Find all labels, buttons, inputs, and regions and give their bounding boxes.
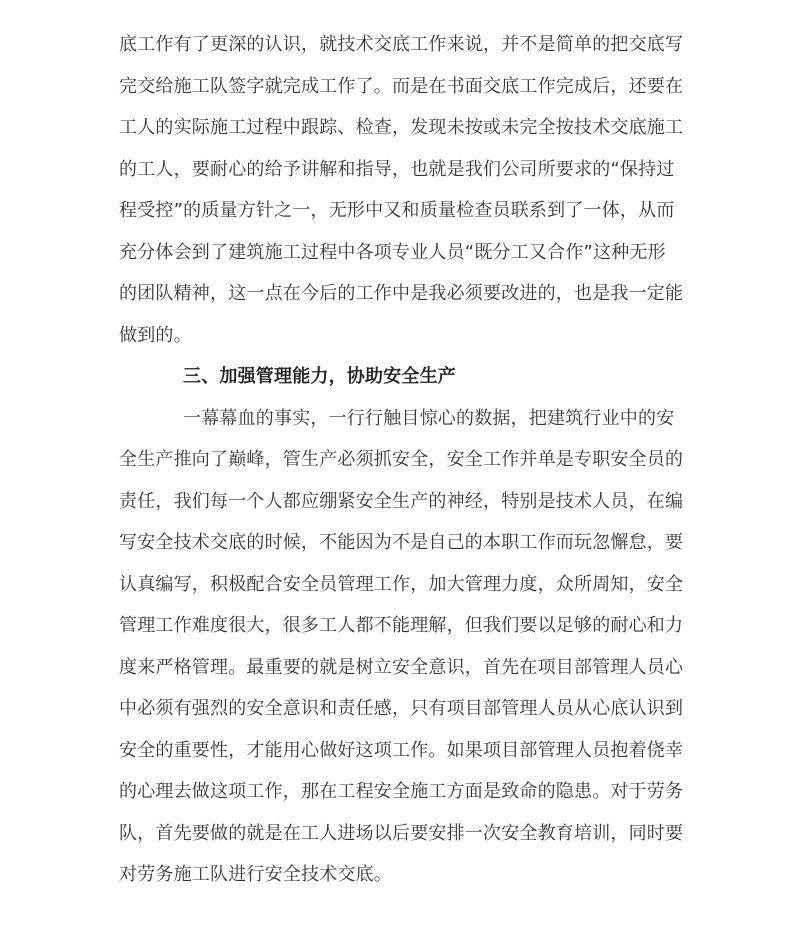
- text-line: 度来严格管理。最重要的就是树立安全意识，首先在项目部管理人员心: [119, 656, 684, 678]
- text-line: 责任，我们每一个人都应绷紧安全生产的神经，特别是技术人员，在编: [119, 490, 684, 512]
- text-line: 安全的重要性，才能用心做好这项工作。如果项目部管理人员抱着侥幸: [119, 739, 684, 761]
- text-line: 对劳务施工队进行安全技术交底。: [119, 864, 392, 885]
- paragraph-safety-management: [119, 398, 684, 896]
- text-line: 中必须有强烈的安全意识和责任感，只有项目部管理人员从心底认识到: [119, 698, 684, 719]
- document-page: [119, 0, 684, 896]
- text-line: 队，首先要做的就是在工人进场以后要安排一次安全教育培训，同时要: [119, 822, 684, 844]
- text-line: 全生产推向了巅峰，管生产必须抓安全，安全工作并单是专职安全员的: [119, 449, 684, 470]
- text-line: 充分体会到了建筑施工过程中各项专业人员“既分工又合作”这种无形: [119, 241, 666, 263]
- text-line: 底工作有了更深的认识，就技术交底工作来说，并不是简单的把交底写: [119, 34, 684, 55]
- text-line: 写安全技术交底的时候，不能因为不是自己的本职工作而玩忽懈怠，要: [119, 532, 684, 553]
- text-line: 完交给施工队签字就完成工作了。而是在书面交底工作完成后，还要在: [119, 75, 684, 97]
- text-line: 的工人，要耐心的给予讲解和指导，也就是我们公司所要求的“保持过: [119, 158, 675, 180]
- text-line: 一幕幕血的事实，一行行触目惊心的数据，把建筑行业中的安: [183, 407, 675, 429]
- section-heading: 三、加强管理能力，协助安全生产: [183, 366, 456, 387]
- text-line: 做到的。: [119, 324, 192, 346]
- text-line: 管理工作难度很大，很多工人都不能理解，但我们要以足够的耐心和力: [119, 615, 684, 636]
- text-line: 的心理去做这项工作，那在工程安全施工方面是致命的隐患。对于劳务: [119, 781, 684, 802]
- text-line: 的团队精神，这一点在今后的工作中是我必须要改进的，也是我一定能: [119, 283, 684, 304]
- text-line: 认真编写，积极配合安全员管理工作，加大管理力度，众所周知，安全: [119, 573, 684, 595]
- paragraph-technical-disclosure: [119, 24, 684, 356]
- text-line: 工人的实际施工过程中跟踪、检查，发现未按或未完全按技术交底施工: [119, 117, 684, 138]
- text-line: 程受控”的质量方针之一，无形中又和质量检查员联系到了一体，从而: [119, 200, 675, 221]
